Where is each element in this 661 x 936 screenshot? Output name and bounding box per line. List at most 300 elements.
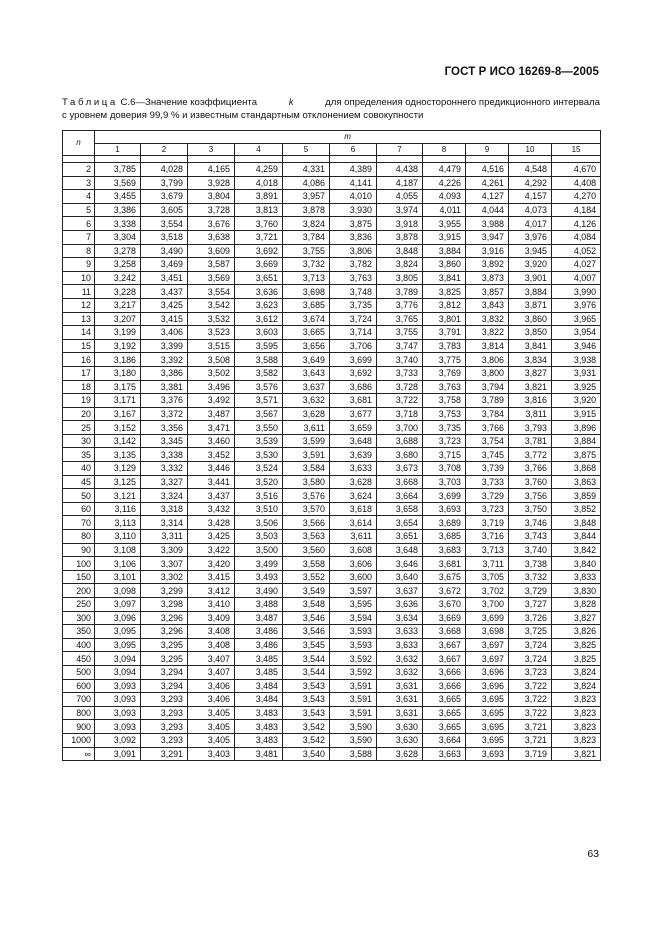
row-n-cell: 35 <box>63 448 95 462</box>
value-cell: 3,376 <box>141 394 188 408</box>
value-cell: 3,406 <box>141 326 188 340</box>
value-cell: 3,735 <box>330 298 377 312</box>
row-n-cell: 350 <box>63 625 95 639</box>
value-cell: 3,180 <box>95 366 141 380</box>
page-number: 63 <box>587 848 599 860</box>
value-cell: 3,587 <box>188 258 235 272</box>
table-row <box>63 584 601 598</box>
value-cell: 4,084 <box>552 230 601 244</box>
value-cell: 3,171 <box>95 394 141 408</box>
row-n-cell: 90 <box>63 543 95 557</box>
column-header: 10 <box>509 144 552 156</box>
value-cell: 3,544 <box>283 665 330 679</box>
value-cell: 3,789 <box>466 394 509 408</box>
value-cell: 4,548 <box>509 163 552 177</box>
value-cell: 3,711 <box>466 557 509 571</box>
value-cell: 3,976 <box>552 298 601 312</box>
value-cell: 3,781 <box>509 434 552 448</box>
value-cell: 3,520 <box>235 475 283 489</box>
value-cell: 3,094 <box>95 652 141 666</box>
value-cell: 3,532 <box>188 312 235 326</box>
value-cell: 3,543 <box>283 693 330 707</box>
value-cell: 3,896 <box>552 421 601 435</box>
value-cell: 3,483 <box>235 720 283 734</box>
value-cell: 3,108 <box>95 543 141 557</box>
row-n-cell: 16 <box>63 353 95 367</box>
value-cell: 3,634 <box>377 611 423 625</box>
value-cell: 3,588 <box>235 353 283 367</box>
value-cell: 3,639 <box>330 448 377 462</box>
value-cell: 3,428 <box>188 516 235 530</box>
value-cell: 3,293 <box>141 693 188 707</box>
value-cell: 3,405 <box>188 733 235 747</box>
value-cell: 3,630 <box>377 733 423 747</box>
value-cell: 3,957 <box>283 190 330 204</box>
value-cell: 3,724 <box>330 312 377 326</box>
value-cell: 3,683 <box>423 543 466 557</box>
row-n-cell: 300 <box>63 611 95 625</box>
row-n-cell: 45 <box>63 475 95 489</box>
value-cell: 3,706 <box>330 339 377 353</box>
value-cell: 3,618 <box>330 502 377 516</box>
value-cell: 3,821 <box>552 747 601 761</box>
row-n-cell: 11 <box>63 285 95 299</box>
value-cell: 3,822 <box>466 326 509 340</box>
value-cell: 3,775 <box>423 353 466 367</box>
value-cell: 3,665 <box>283 326 330 340</box>
value-cell: 3,669 <box>235 258 283 272</box>
value-cell: 3,600 <box>330 570 377 584</box>
table-row <box>63 570 601 584</box>
value-cell: 3,755 <box>283 244 330 258</box>
value-cell: 3,915 <box>423 230 466 244</box>
value-cell: 4,126 <box>552 217 601 231</box>
value-cell: 4,073 <box>509 203 552 217</box>
value-cell: 3,550 <box>235 421 283 435</box>
value-cell: 3,469 <box>141 258 188 272</box>
value-cell: 3,873 <box>466 271 509 285</box>
value-cell: 3,816 <box>509 394 552 408</box>
value-cell: 3,455 <box>95 190 141 204</box>
value-cell: 3,750 <box>509 502 552 516</box>
value-cell: 3,825 <box>552 652 601 666</box>
value-cell: 3,700 <box>466 598 509 612</box>
table-row <box>63 611 601 625</box>
value-cell: 3,093 <box>95 706 141 720</box>
row-n-cell: 250 <box>63 598 95 612</box>
value-cell: 3,633 <box>377 638 423 652</box>
row-n-cell: 700 <box>63 693 95 707</box>
value-cell: 3,824 <box>552 665 601 679</box>
value-cell: 3,813 <box>235 203 283 217</box>
value-cell: 3,471 <box>188 421 235 435</box>
value-cell: 3,582 <box>235 366 283 380</box>
value-cell: 3,452 <box>188 448 235 462</box>
row-n-cell: 7 <box>63 230 95 244</box>
value-cell: 3,695 <box>466 733 509 747</box>
value-cell: 3,192 <box>95 339 141 353</box>
value-cell: 3,595 <box>235 339 283 353</box>
value-cell: 3,663 <box>423 747 466 761</box>
value-cell: 3,591 <box>283 448 330 462</box>
value-cell: 3,570 <box>283 502 330 516</box>
table-row <box>63 516 601 530</box>
table-row <box>63 285 601 299</box>
value-cell: 3,291 <box>141 747 188 761</box>
value-cell: 3,724 <box>509 652 552 666</box>
value-cell: 3,871 <box>509 298 552 312</box>
value-cell: 3,702 <box>466 584 509 598</box>
value-cell: 3,420 <box>188 557 235 571</box>
value-cell: 4,141 <box>330 176 377 190</box>
value-cell: 3,540 <box>283 747 330 761</box>
value-cell: 3,677 <box>330 407 377 421</box>
row-n-cell: 900 <box>63 720 95 734</box>
value-cell: 3,722 <box>509 679 552 693</box>
value-cell: 3,728 <box>188 203 235 217</box>
value-cell: 3,840 <box>552 557 601 571</box>
value-cell: 3,546 <box>283 625 330 639</box>
row-n-cell: 70 <box>63 516 95 530</box>
value-cell: 3,614 <box>330 516 377 530</box>
value-cell: 4,018 <box>235 176 283 190</box>
value-cell: 3,631 <box>377 706 423 720</box>
value-cell: 3,832 <box>466 312 509 326</box>
value-cell: 4,127 <box>466 190 509 204</box>
row-n-cell: 15 <box>63 339 95 353</box>
value-cell: 3,844 <box>552 530 601 544</box>
value-cell: 3,487 <box>235 611 283 625</box>
value-cell: 3,729 <box>466 489 509 503</box>
value-cell: 3,841 <box>423 271 466 285</box>
row-n-cell: 400 <box>63 638 95 652</box>
value-cell: 3,631 <box>377 693 423 707</box>
value-cell: 3,667 <box>423 638 466 652</box>
value-cell: 3,415 <box>188 570 235 584</box>
value-cell: 3,558 <box>283 557 330 571</box>
value-cell: 3,632 <box>377 652 423 666</box>
table-row <box>63 448 601 462</box>
value-cell: 3,928 <box>188 176 235 190</box>
table-row <box>63 203 601 217</box>
value-cell: 3,093 <box>95 693 141 707</box>
value-cell: 3,628 <box>377 747 423 761</box>
value-cell: 3,823 <box>552 733 601 747</box>
value-cell: 3,437 <box>141 285 188 299</box>
spacer-cell <box>188 156 235 163</box>
value-cell: 3,569 <box>95 176 141 190</box>
value-cell: 3,093 <box>95 679 141 693</box>
spacer-cell <box>95 156 141 163</box>
value-cell: 3,487 <box>188 407 235 421</box>
value-cell: 3,633 <box>330 462 377 476</box>
value-cell: 3,860 <box>509 312 552 326</box>
value-cell: 3,766 <box>509 462 552 476</box>
value-cell: 3,824 <box>377 258 423 272</box>
value-cell: 3,724 <box>509 638 552 652</box>
value-cell: 3,554 <box>188 285 235 299</box>
table-caption <box>62 97 600 122</box>
row-n-cell: 200 <box>63 584 95 598</box>
table-row <box>63 652 601 666</box>
value-cell: 3,727 <box>509 598 552 612</box>
value-cell: 3,739 <box>466 462 509 476</box>
value-cell: 3,695 <box>466 693 509 707</box>
spacer-cell <box>330 156 377 163</box>
value-cell: 3,758 <box>423 394 466 408</box>
value-cell: 3,593 <box>330 638 377 652</box>
value-cell: 3,804 <box>188 190 235 204</box>
value-cell: 3,878 <box>377 230 423 244</box>
value-cell: 3,296 <box>141 625 188 639</box>
column-header-row <box>63 144 601 156</box>
value-cell: 3,649 <box>283 353 330 367</box>
value-cell: 3,918 <box>377 217 423 231</box>
value-cell: 4,479 <box>423 163 466 177</box>
value-cell: 3,721 <box>509 720 552 734</box>
value-cell: 3,584 <box>283 462 330 476</box>
value-cell: 3,754 <box>466 434 509 448</box>
value-cell: 3,632 <box>377 665 423 679</box>
value-cell: 4,438 <box>377 163 423 177</box>
value-cell: 3,769 <box>423 366 466 380</box>
value-cell: 3,669 <box>423 611 466 625</box>
value-cell: 3,485 <box>235 665 283 679</box>
table-row <box>63 638 601 652</box>
column-header: 2 <box>141 144 188 156</box>
value-cell: 3,667 <box>423 652 466 666</box>
value-cell: 3,765 <box>377 312 423 326</box>
value-cell: 4,187 <box>377 176 423 190</box>
value-cell: 3,763 <box>330 271 377 285</box>
value-cell: 3,689 <box>423 516 466 530</box>
value-cell: 3,916 <box>466 244 509 258</box>
value-cell: 3,698 <box>283 285 330 299</box>
value-cell: 3,304 <box>95 230 141 244</box>
value-cell: 3,732 <box>283 258 330 272</box>
value-cell: 3,868 <box>552 462 601 476</box>
value-cell: 3,719 <box>509 747 552 761</box>
value-cell: 3,776 <box>377 298 423 312</box>
value-cell: 3,665 <box>423 720 466 734</box>
spacer-cell <box>552 156 601 163</box>
value-cell: 3,974 <box>377 203 423 217</box>
value-cell: 3,432 <box>188 502 235 516</box>
row-n-cell: 20 <box>63 407 95 421</box>
value-cell: 3,294 <box>141 679 188 693</box>
n-header: n <box>63 131 95 156</box>
value-cell: 3,688 <box>377 434 423 448</box>
table-row <box>63 407 601 421</box>
value-cell: 3,651 <box>235 271 283 285</box>
value-cell: 3,738 <box>509 557 552 571</box>
table-row <box>63 380 601 394</box>
value-cell: 3,302 <box>141 570 188 584</box>
table-row <box>63 353 601 367</box>
value-cell: 3,293 <box>141 720 188 734</box>
row-n-cell: 10 <box>63 271 95 285</box>
value-cell: 3,152 <box>95 421 141 435</box>
value-cell: 4,044 <box>466 203 509 217</box>
table-row <box>63 258 601 272</box>
value-cell: 3,718 <box>377 407 423 421</box>
row-n-cell: 9 <box>63 258 95 272</box>
row-n-cell: 5 <box>63 203 95 217</box>
value-cell: 3,580 <box>283 475 330 489</box>
value-cell: 3,129 <box>95 462 141 476</box>
value-cell: 3,407 <box>188 652 235 666</box>
value-cell: 3,327 <box>141 475 188 489</box>
value-cell: 3,392 <box>141 353 188 367</box>
value-cell: 4,055 <box>377 190 423 204</box>
value-cell: 3,588 <box>330 747 377 761</box>
value-cell: 3,884 <box>552 434 601 448</box>
value-cell: 3,857 <box>466 285 509 299</box>
row-n-cell: 30 <box>63 434 95 448</box>
spacer-cell <box>466 156 509 163</box>
value-cell: 3,675 <box>423 570 466 584</box>
value-cell: 3,460 <box>188 434 235 448</box>
caption-table-label: Таблица С.6—Значение коэффициента <box>62 97 258 108</box>
value-cell: 3,518 <box>141 230 188 244</box>
value-cell: 3,569 <box>188 271 235 285</box>
value-cell: 3,863 <box>552 475 601 489</box>
value-cell: 3,726 <box>509 611 552 625</box>
value-cell: 3,524 <box>235 462 283 476</box>
table-row <box>63 394 601 408</box>
value-cell: 3,576 <box>235 380 283 394</box>
value-cell: 3,931 <box>552 366 601 380</box>
value-cell: 4,028 <box>141 163 188 177</box>
value-cell: 4,259 <box>235 163 283 177</box>
value-cell: 3,666 <box>423 679 466 693</box>
value-cell: 3,955 <box>423 217 466 231</box>
value-cell: 3,515 <box>188 339 235 353</box>
column-header: 6 <box>330 144 377 156</box>
table-row <box>63 230 601 244</box>
value-cell: 3,405 <box>188 706 235 720</box>
value-cell: 3,516 <box>235 489 283 503</box>
value-cell: 3,611 <box>283 421 330 435</box>
value-cell: 3,591 <box>330 693 377 707</box>
value-cell: 3,199 <box>95 326 141 340</box>
table-row <box>63 502 601 516</box>
value-cell: 3,309 <box>141 543 188 557</box>
row-n-cell: 800 <box>63 706 95 720</box>
value-cell: 3,988 <box>466 217 509 231</box>
value-cell: 3,571 <box>235 394 283 408</box>
table-row <box>63 720 601 734</box>
value-cell: 3,884 <box>423 244 466 258</box>
value-cell: 3,821 <box>509 380 552 394</box>
table-row <box>63 462 601 476</box>
value-cell: 4,157 <box>509 190 552 204</box>
table-row <box>63 530 601 544</box>
table-row <box>63 625 601 639</box>
value-cell: 3,106 <box>95 557 141 571</box>
table-row <box>63 557 601 571</box>
value-cell: 3,481 <box>235 747 283 761</box>
value-cell: 3,554 <box>141 217 188 231</box>
value-cell: 3,530 <box>235 448 283 462</box>
table-row <box>63 217 601 231</box>
value-cell: 3,848 <box>377 244 423 258</box>
value-cell: 3,842 <box>552 543 601 557</box>
value-cell: 3,947 <box>466 230 509 244</box>
value-cell: 3,242 <box>95 271 141 285</box>
value-cell: 3,593 <box>330 625 377 639</box>
value-cell: 3,098 <box>95 584 141 598</box>
value-cell: 3,451 <box>141 271 188 285</box>
value-cell: 3,859 <box>552 489 601 503</box>
value-cell: 3,258 <box>95 258 141 272</box>
value-cell: 3,721 <box>509 733 552 747</box>
row-n-cell: 60 <box>63 502 95 516</box>
value-cell: 3,954 <box>552 326 601 340</box>
value-cell: 3,298 <box>141 598 188 612</box>
value-cell: 3,965 <box>552 312 601 326</box>
value-cell: 3,679 <box>141 190 188 204</box>
value-cell: 3,825 <box>552 638 601 652</box>
value-cell: 3,175 <box>95 380 141 394</box>
value-cell: 3,425 <box>188 530 235 544</box>
spacer-cell <box>423 156 466 163</box>
value-cell: 3,945 <box>509 244 552 258</box>
value-cell: 3,543 <box>283 679 330 693</box>
value-cell: 3,719 <box>466 516 509 530</box>
value-cell: 3,785 <box>95 163 141 177</box>
value-cell: 3,408 <box>188 638 235 652</box>
value-cell: 3,636 <box>235 285 283 299</box>
value-cell: 3,801 <box>423 312 466 326</box>
table-row <box>63 733 601 747</box>
table-row <box>63 489 601 503</box>
value-cell: 3,597 <box>330 584 377 598</box>
value-cell: 3,648 <box>330 434 377 448</box>
value-cell: 3,946 <box>552 339 601 353</box>
caption-line-1 <box>62 97 600 110</box>
value-cell: 3,595 <box>330 598 377 612</box>
value-cell: 3,412 <box>188 584 235 598</box>
value-cell: 4,270 <box>552 190 601 204</box>
value-cell: 3,296 <box>141 611 188 625</box>
value-cell: 3,915 <box>552 407 601 421</box>
value-cell: 3,789 <box>377 285 423 299</box>
value-cell: 3,828 <box>552 598 601 612</box>
value-cell: 3,901 <box>509 271 552 285</box>
value-cell: 3,656 <box>283 339 330 353</box>
row-n-cell: 4 <box>63 190 95 204</box>
value-cell: 3,925 <box>552 380 601 394</box>
value-cell: 3,673 <box>377 462 423 476</box>
row-n-cell: 17 <box>63 366 95 380</box>
caption-line-2: с уровнем доверия 99,9 % и известным стандартным отклонением совокупности <box>62 109 424 121</box>
row-n-cell: 50 <box>63 489 95 503</box>
value-cell: 3,755 <box>377 326 423 340</box>
value-cell: 3,716 <box>466 530 509 544</box>
value-cell: 3,523 <box>188 326 235 340</box>
value-cell: 3,591 <box>330 679 377 693</box>
value-cell: 3,510 <box>235 502 283 516</box>
value-cell: 3,827 <box>552 611 601 625</box>
value-cell: 3,681 <box>330 394 377 408</box>
value-cell: 3,664 <box>377 489 423 503</box>
table-row <box>63 679 601 693</box>
value-cell: 3,860 <box>423 258 466 272</box>
value-cell: 3,740 <box>377 353 423 367</box>
row-n-cell: 2 <box>63 163 95 177</box>
value-cell: 3,293 <box>141 733 188 747</box>
